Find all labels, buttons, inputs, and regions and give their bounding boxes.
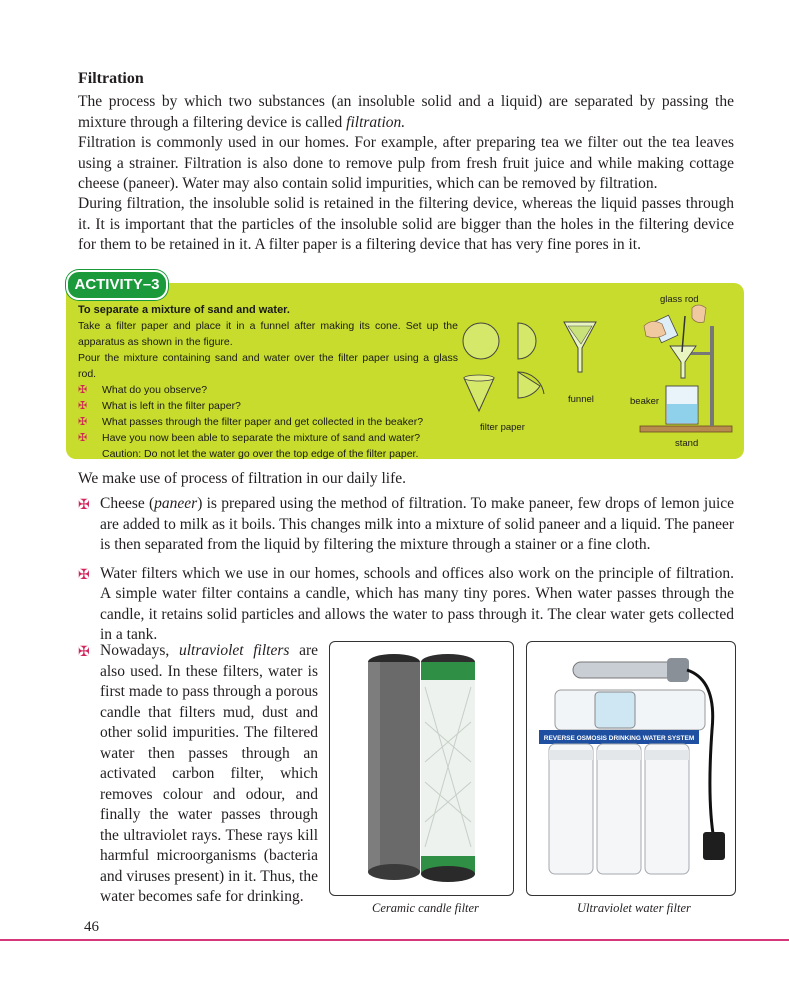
footer-divider [0,939,789,941]
stand-base [640,426,732,432]
folded-quarter-paper [518,372,540,398]
folded-half-paper [518,323,536,359]
ceramic-filter-caption: Ceramic candle filter [372,901,479,915]
uv-filter-caption: Ultraviolet water filter [577,901,691,915]
filter-paper-circle [463,323,499,359]
uv-filter-photo [526,641,736,896]
bullet-italic: paneer [154,495,198,512]
definition-text: The process by which two substances (an insoluble solid and a liquid) are separated by passing the mixture through a filtering device is called [78,93,734,131]
list-item [78,398,458,414]
activity-instructions [78,302,458,462]
label-beaker: beaker [630,396,660,407]
page-number: 46 [84,919,99,935]
bullet-text: Nowadays, [100,642,179,659]
question-text: Have you now been able to separate the mixture of sand and water? [102,432,421,444]
paragraph-definition [78,92,734,133]
activity-subtitle: To separate a mixture of sand and water. [78,304,290,316]
activity-step-1: Take a filter paper and place it in a funnel after making its cone. Set up the apparatus as shown in the figure. [78,320,458,348]
cross-bullet-icon: ✠ [78,645,90,660]
uses-list-uv [78,641,318,908]
list-item [78,430,458,462]
cross-bullet-icon: ✠ [78,432,88,444]
cross-bullet-icon: ✠ [78,498,90,513]
bullet-text: are also used. In these filters, water is first made to pass through a porous candle that filters mud, dust and other solid impurities. The filtered water then passes through an activated carbon filter, which removes colour and odour, and finally the water passes through the ultraviolet rays. These rays kill harmful microorganisms (bacteria and viruses present) in it. Thus, the water becomes safe for drinking. [100,642,318,905]
activity-step-2: Pour the mixture containing sand and water over the filter paper using a glass rod. [78,352,458,380]
setup-funnel [670,346,696,378]
cross-bullet-icon: ✠ [78,384,88,396]
question-text: What passes through the filter paper and get collected in the beaker? [102,416,424,428]
label-filter-paper: filter paper [480,422,525,433]
list-item [78,494,734,556]
list-item [78,564,734,646]
ceramic-filter-photo [329,641,514,896]
question-text: What is left in the filter paper? [102,400,241,412]
caution-text: Caution: Do not let the water go over the top edge of the filter paper. [102,448,419,460]
bullet-italic: ultraviolet filters [178,642,290,659]
uv-filter-image [527,642,735,895]
uses-list-top [78,494,734,646]
list-item [78,414,458,430]
activity-questions [78,382,458,462]
paragraph-uses: Filtration is commonly used in our homes. For example, after preparing tea we filter out the tea leaves using a strainer. Filtration is also done to remove pulp from fresh fruit juice and while making cottage cheese (paneer). Water may also contain solid impurities, which can be removed by filtration. [78,134,734,192]
cross-bullet-icon: ✠ [78,400,88,412]
bullet-text: Water filters which we use in our homes, schools and offices also work on the principle of filtration. A simple water filter contains a candle, which has many tiny pores. When water passes through the candle, it retains solid particles and allows the water to pass through it. The clear water gets collected in a tank. [100,564,734,643]
cross-bullet-icon: ✠ [78,416,88,428]
ceramic-filter-image [330,642,513,895]
stand-rod [710,326,714,426]
uv-filter-label: REVERSE OSMOSIS DRINKING WATER SYSTEM [543,735,695,742]
paper-cone [464,378,494,411]
definition-term: filtration. [346,113,406,131]
activity-title: ACTIVITY–3 [66,270,168,300]
question-text: What do you observe? [102,384,208,396]
section-heading: Filtration [78,70,144,87]
hand-right-icon [692,305,706,323]
bullet-text: ) is prepared using the method of filtration. To make paneer, few drops of lemon juice are added to milk as it boils. This changes milk into a mixture of solid paneer and a liquid. The paneer is then separated from the liquid by filtering the mixture through a stainer or a fine cloth. [100,495,735,553]
list-item [78,641,318,908]
activity-figure [460,286,740,456]
label-stand: stand [675,438,699,449]
bullet-text: Cheese ( [100,495,155,512]
beaker-water [667,404,697,423]
paragraph-process: During filtration, the insoluble solid is retained in the filtering device, whereas the liquid passes through it. It is important that the particles of the insoluble solid are bigger than the holes in the filtering device for them to be retained in it. A filter paper is a filtering device that has very fine pores in it. [78,195,734,253]
label-funnel: funnel [568,394,594,405]
label-glass-rod: glass rod [660,294,699,305]
cross-bullet-icon: ✠ [78,567,90,583]
list-item [78,382,458,398]
daily-life-intro: We make use of process of filtration in our daily life. [78,470,407,487]
paper-cone-rim [464,375,494,381]
